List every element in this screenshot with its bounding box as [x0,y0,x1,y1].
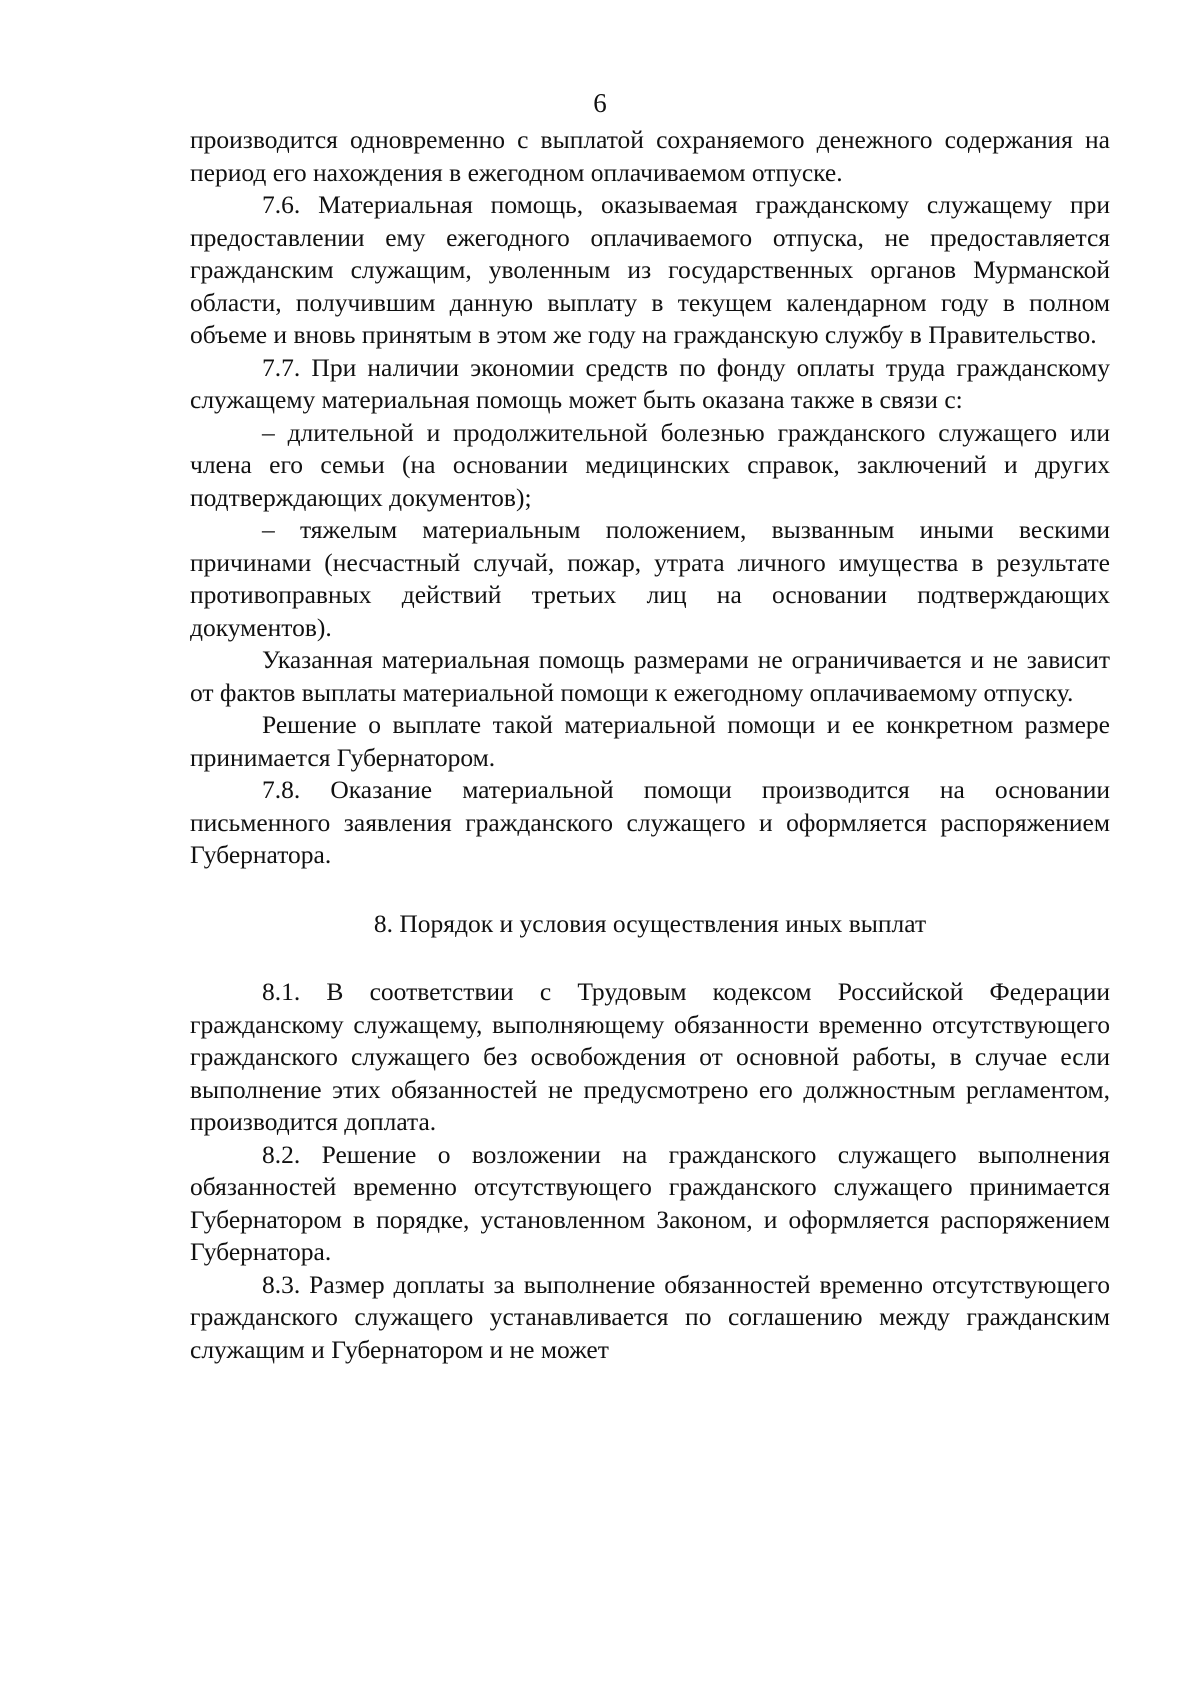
paragraph-amount-note: Указанная материальная помощь размерами не ограничивается и не зависит от фактов выплаты материальной помощи к ежегодному оплачиваемому отпуску. [190,645,1110,707]
paragraph-8-2: 8.2. Решение о возложении на гражданского служащего выполнения обязанностей временно отсутствующего гражданского служащего принимается Губернатором в порядке, установленном Законом, и оформляется распоряжением Губернатора. [190,1139,1110,1266]
page-number: 6 [593,88,607,118]
list-item-hardship: – тяжелым материальным положением, вызванным иными вескими причинами (несчастный случай, пожар, утрата личного имущества в результате противоправных действий третьих лиц на основании подтверждающих документов). [190,515,1110,642]
paragraph-7-8: 7.8. Оказание материальной помощи производится на основании письменного заявления гражданского служащего и оформляется распоряжением Губернатора. [190,775,1110,869]
paragraph-8-1: 8.1. В соответствии с Трудовым кодексом Российской Федерации гражданскому служащему, выполняющему обязанности временно отсутствующего гражданского служащего без освобождения от основной работы, в случае если выполнение этих обязанностей не предусмотрено его должностным регламентом, производится доплата. [190,977,1110,1136]
paragraph-continuation: производится одновременно с выплатой сохраняемого денежного содержания на период его нахождения в ежегодном оплачиваемом отпуске. [190,125,1110,187]
paragraph-7-6: 7.6. Материальная помощь, оказываемая гражданскому служащему при предоставлении ему ежегодного оплачиваемого отпуска, не предоставляется гражданским служащим, уволенным из государственных органов Мурманской области, получившим данную выплату в текущем календарном году в полном объеме и вновь принятым в этом же году на гражданскую службу в Правительство. [190,190,1110,349]
document-body [190,124,1110,1366]
paragraph-8-3: 8.3. Размер доплаты за выполнение обязанностей временно отсутствующего гражданского служащего устанавливается по соглашению между гражданским служащим и Губернатором и не может [190,1269,1110,1364]
section-heading-8: 8. Порядок и условия осуществления иных выплат [373,908,927,938]
list-item-illness: – длительной и продолжительной болезнью гражданского служащего или члена его семьи (на основании медицинских справок, заключений и других подтверждающих документов); [190,417,1110,512]
paragraph-decision: Решение о выплате такой материальной помощи и ее конкретном размере принимается Губернатором. [190,710,1110,772]
paragraph-7-7: 7.7. При наличии экономии средств по фонду оплаты труда гражданскому служащему материальная помощь может быть оказана также в связи с: [190,352,1110,414]
